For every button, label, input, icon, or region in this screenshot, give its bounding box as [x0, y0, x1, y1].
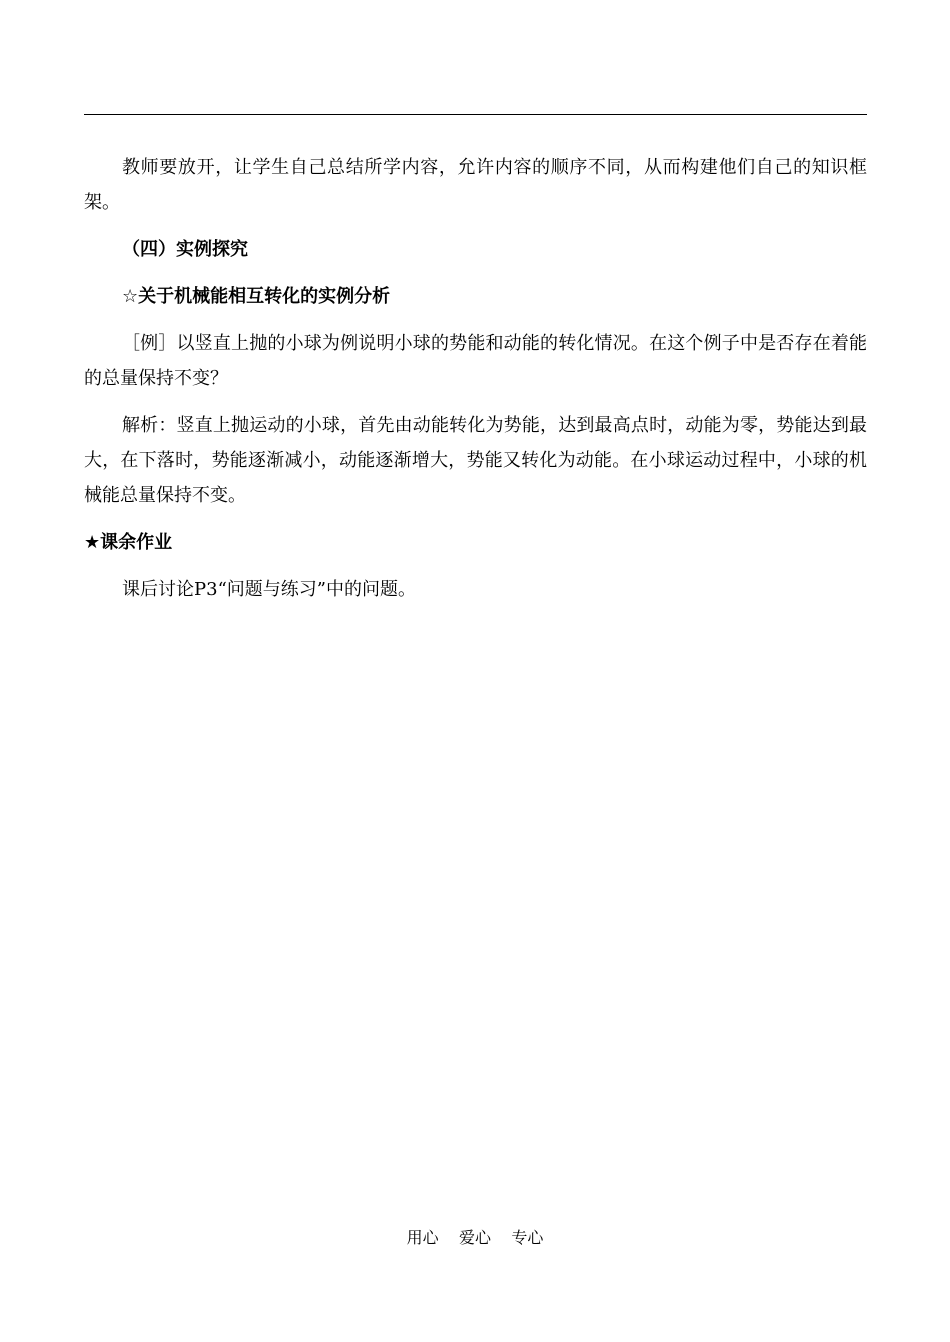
subheading-example-analysis: ☆关于机械能相互转化的实例分析 [122, 286, 391, 307]
page-footer: 用心 爱心 专心 [406, 1228, 544, 1247]
section-heading-homework: ★课余作业 [84, 532, 173, 553]
paragraph-solution: 解析：竖直上抛运动的小球，首先由动能转化为势能，达到最高点时，动能为零，势能达到最大，在下落时，势能逐渐减小，动能逐渐增大，势能又转化为动能。在小球运动过程中，小球的机械能总量保持不变。 [84, 415, 867, 506]
paragraph-example-question: ［例］以竖直上抛的小球为例说明小球的势能和动能的转化情况。在这个例子中是否存在着能的总量保持不变？ [84, 333, 867, 389]
document-body [84, 150, 867, 607]
paragraph-homework: 课后讨论P3“问题与练习”中的问题。 [122, 579, 416, 600]
paragraph-summary: 教师要放开，让学生自己总结所学内容，允许内容的顺序不同，从而构建他们自己的知识框架。 [84, 157, 867, 213]
header-rule [84, 114, 867, 115]
section-heading-example: （四）实例探究 [122, 239, 248, 260]
